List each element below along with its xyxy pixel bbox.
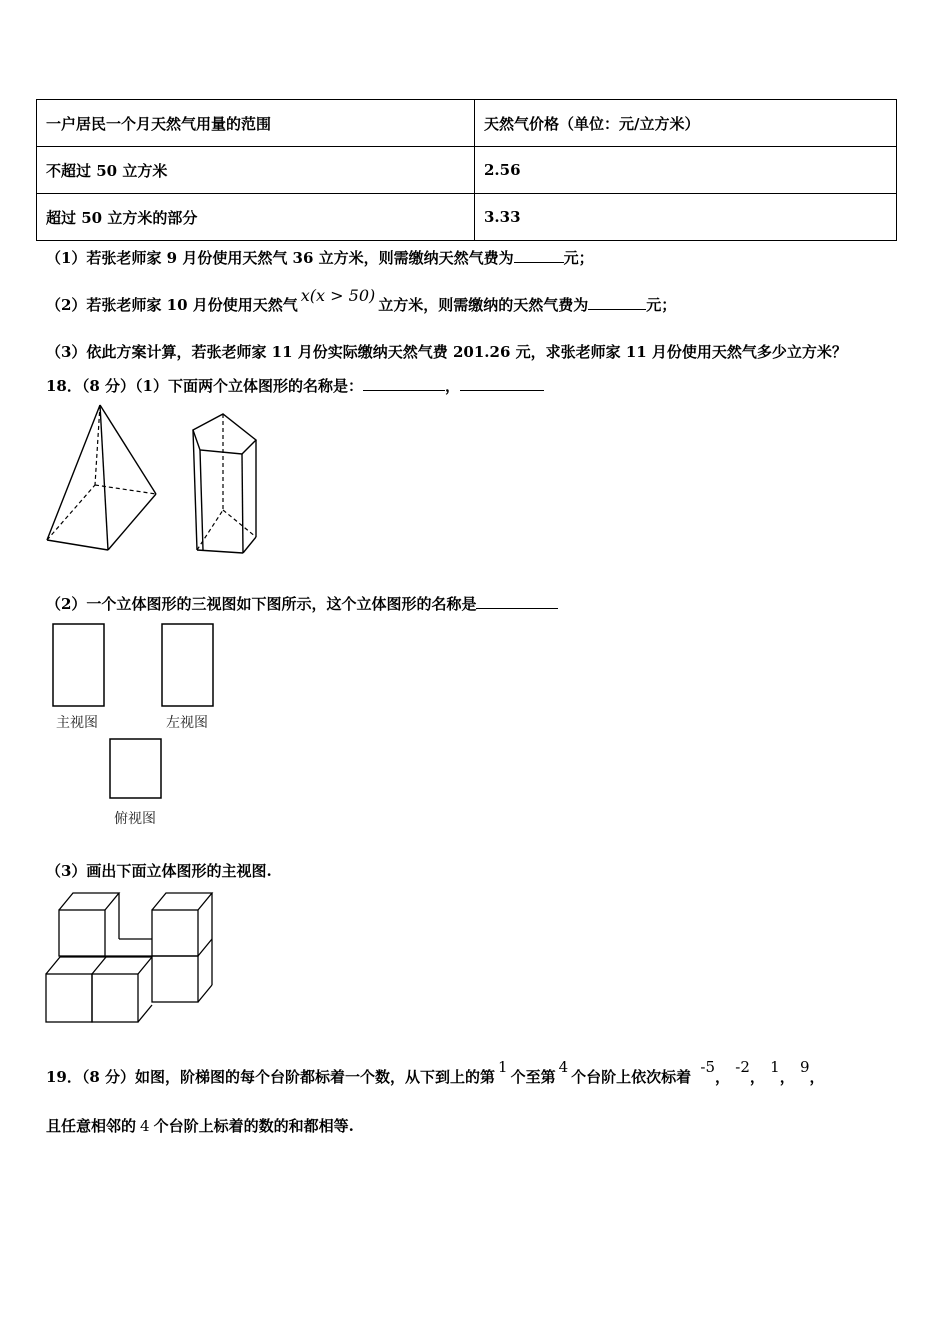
q19-line1-text3: 个台阶上依次标着 <box>571 1068 692 1086</box>
q17-part2 <box>46 286 677 315</box>
q17-part1 <box>46 247 594 268</box>
table-cell: 不超过 50 立方米 <box>37 147 475 194</box>
top-view-label: 俯视图 <box>114 811 156 827</box>
table-header-cell: 一户居民一个月天然气用量的范围 <box>37 100 475 147</box>
q19-line2 <box>46 1115 354 1136</box>
gas-price-table <box>36 99 897 241</box>
q17-part2-math: x(x > 50) <box>300 286 376 305</box>
q17-part1-text: （1）若张老师家 9 月份使用天然气 36 立方米，则需缴纳天然气费为 <box>46 249 514 267</box>
q18-part2 <box>46 593 558 614</box>
top-view-rect <box>109 738 164 800</box>
q19-value: 9 <box>799 1058 810 1076</box>
left-view-label: 左视图 <box>166 715 208 731</box>
q19-step-first: 1 <box>498 1058 508 1076</box>
q19-line1: 19．（8 分）如图，阶梯图的每个台阶都标着一个数，从下到上的第1个至第4个台阶上依次标着 -5， -2， 1， 9， <box>46 1058 825 1086</box>
table-row <box>37 147 897 194</box>
q18-title-text: 18．（8 分）（1）下面两个立体图形的名称是： <box>46 377 363 395</box>
q17-part3: （3）依此方案计算，若张老师家 11 月份实际缴纳天然气费 201.26 元，求张老师家 11 月份使用天然气多少立方米？ <box>46 343 847 361</box>
table-cell: 2.56 <box>475 147 897 194</box>
q17-part1-unit: 元； <box>563 249 594 267</box>
answer-blank <box>460 376 544 391</box>
pyramid-figure <box>40 400 165 555</box>
q19-line1-text: 19．（8 分）如图，阶梯图的每个台阶都标着一个数，从下到上的第 <box>46 1068 496 1086</box>
q19-line2-text2: 个台阶上标着的数的和都相等. <box>153 1117 354 1135</box>
answer-blank <box>363 376 445 391</box>
table-header-row <box>37 100 897 147</box>
q17-part2-unit: 元； <box>646 296 677 314</box>
q19-value: 1 <box>770 1058 780 1076</box>
answer-blank <box>514 248 564 263</box>
table-header-cell: 天然气价格（单位：元/立方米） <box>475 100 897 147</box>
q19-line1-text2: 个至第 <box>510 1068 556 1086</box>
left-view-rect <box>161 623 216 709</box>
q17-part2-text: （2）若张老师家 10 月份使用天然气 <box>46 296 298 314</box>
q18-part2-text: （2）一个立体图形的三视图如下图所示，这个立体图形的名称是 <box>46 595 477 613</box>
cube-assembly-figure <box>44 888 216 1028</box>
q19-value: -2 <box>735 1058 750 1076</box>
table-cell: 3.33 <box>475 194 897 241</box>
pentagonal-prism-figure <box>190 410 265 560</box>
q19-line2-number: 4 <box>140 1117 150 1135</box>
front-view-rect <box>52 623 107 709</box>
q19-line2-text: 且任意相邻的 <box>46 1117 137 1135</box>
table-cell: 超过 50 立方米的部分 <box>37 194 475 241</box>
q18-part3: （3）画出下面立体图形的主视图. <box>46 862 272 880</box>
answer-blank <box>476 594 558 609</box>
table-row <box>37 194 897 241</box>
answer-blank <box>588 295 646 310</box>
q19-value: -5 <box>700 1058 716 1076</box>
q19-step-last: 4 <box>558 1058 569 1076</box>
q18-separator: ， <box>444 377 460 395</box>
front-view-label: 主视图 <box>56 715 98 731</box>
q17-part2-text2: 立方米，则需缴纳的天然气费为 <box>378 296 589 314</box>
q18-title <box>46 375 544 396</box>
